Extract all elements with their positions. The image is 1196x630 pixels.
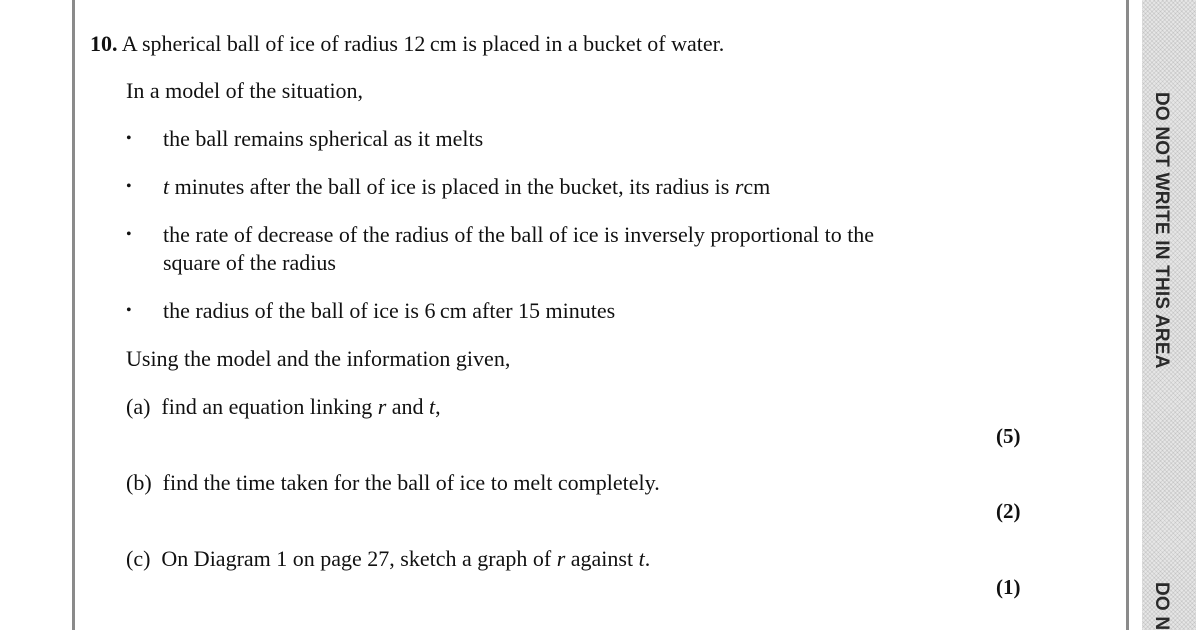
part-b-label: (b) bbox=[126, 470, 152, 495]
bullet-marker: • bbox=[126, 130, 132, 147]
part-a-label: (a) bbox=[126, 394, 151, 419]
bullet-marker: • bbox=[126, 302, 132, 319]
bullet-4-text: the radius of the ball of ice is 6 cm after 15 minutes bbox=[163, 298, 616, 323]
variable-r: r bbox=[734, 174, 744, 199]
part-c-label: (c) bbox=[126, 546, 151, 571]
bullet-1-text: the ball remains spherical as it melts bbox=[163, 126, 484, 151]
part-b: (b) find the time taken for the ball of ice to melt completely. bbox=[126, 470, 660, 495]
do-not-write-warning-cut: DO N bbox=[1151, 582, 1172, 630]
part-a: (a) find an equation linking r and t, bbox=[126, 394, 441, 419]
model-intro: In a model of the situation, bbox=[126, 78, 364, 103]
question-number: 10. bbox=[90, 31, 118, 56]
bullet-2-text: t minutes after the ball of ice is placed in the bucket, its radius is rcm bbox=[163, 174, 771, 199]
page-right-rule bbox=[1126, 0, 1129, 630]
question-stem-line bbox=[90, 30, 724, 58]
bullet-marker: • bbox=[126, 226, 132, 243]
variable-t: t bbox=[163, 174, 170, 199]
do-not-write-warning: DO NOT WRITE IN THIS AREA bbox=[1151, 92, 1172, 369]
part-b-marks: (2) bbox=[996, 499, 1021, 523]
part-c-marks: (1) bbox=[996, 575, 1021, 599]
instruction-text: Using the model and the information given, bbox=[126, 346, 511, 371]
part-c: (c) On Diagram 1 on page 27, sketch a graph of r against t. bbox=[126, 546, 651, 571]
question-stem: A spherical ball of ice of radius 12 cm is placed in a bucket of water. bbox=[121, 31, 725, 56]
bullet-marker: • bbox=[126, 178, 132, 195]
bullet-3-line-1: the rate of decrease of the radius of the ball of ice is inversely proportional to the bbox=[163, 222, 875, 247]
bullet-3-line-2: square of the radius bbox=[163, 250, 336, 275]
part-a-marks: (5) bbox=[996, 424, 1021, 448]
page-left-rule bbox=[72, 0, 75, 630]
